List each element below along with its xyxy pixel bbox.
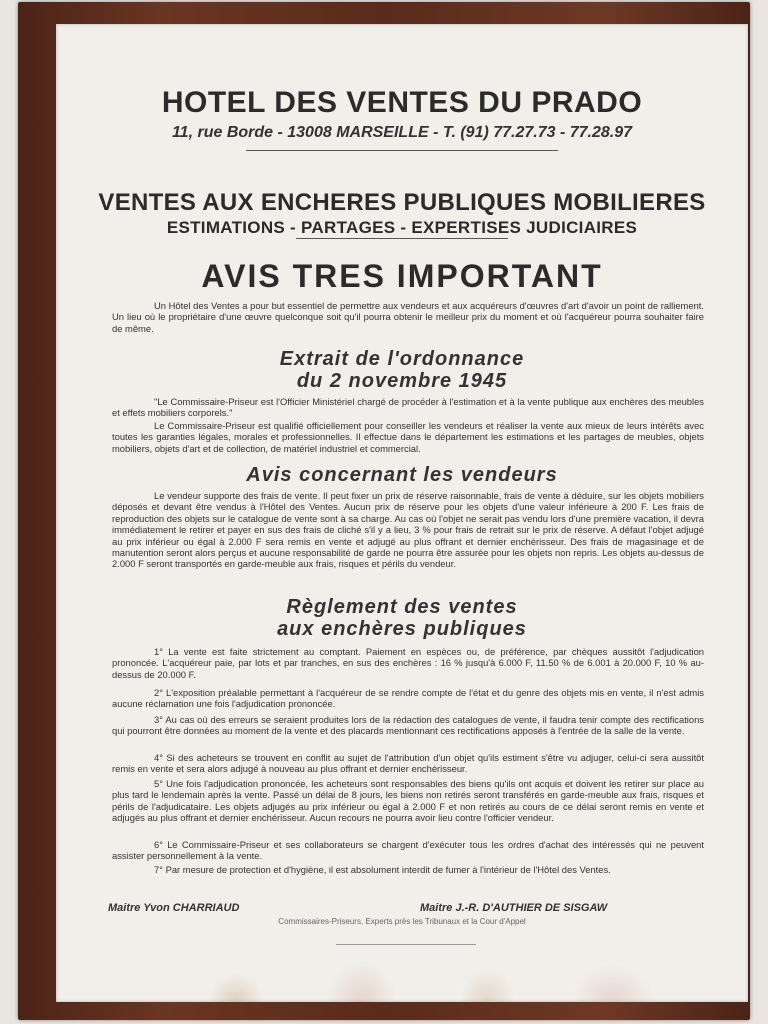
vendeurs-heading: Avis concernant les vendeurs [246, 464, 558, 486]
services-heading: ESTIMATIONS - PARTAGES - EXPERTISES JUDICIAIRES [166, 218, 638, 237]
reglement-heading-line2: aux enchères publiques [277, 618, 527, 640]
reglement-item-7: 7° Par mesure de protection et d'hygiène, il est absolument interdit de fumer à l'intérieur de l'Hôtel des Ventes. [154, 864, 611, 875]
avis-intro: Un Hôtel des Ventes a pour but essentiel de permettre aux vendeurs et aux acquéreurs d'œuvres d'art d'avoir un point de ralliement. Un lieu où le propriétaire d'une œuvre quelconque soit qu'il pourra obtenir le meilleur prix du moment et où l'acquéreur pourra souhaiter faire de même. [112, 300, 704, 334]
vendeurs-paragraph: Le vendeur supporte des frais de vente. Il peut fixer un prix de réserve raisonnable, frais de vente à déduire, sur les objets mobiliers déposés et devant être vendus à l'Hôtel des Ventes. Aucun prix de réserve pour les objets d'une valeur inférieure à 200 F. Les frais de reproduction des objets sur le catalogue de vente sont à sa charge. Au cas où l'objet ne serait pas vendu lors d'une première vacation, il devra immédiatement le retirer et payer en sus des frais de cliché s'il y a lieu, 3 % pour frais de retrait sur le prix de réserve. A défaut l'objet adjugé au prix inférieur ou égal à 2.000 F sera remis en vente et adjugé au plus offrant et dernier enchérisseur. Des frais de magasinage et de manutention seront alors perçus et aucune responsabilité de garde ne pourra être assurée pour les objets non repris. Les objets au-dessus de 2.000 F seront transportés en garde-meuble aux frais, risques et périls du vendeur. [112, 490, 704, 570]
poster-content [56, 24, 748, 1002]
extrait-heading-line2: du 2 novembre 1945 [296, 370, 508, 392]
footer-line [336, 944, 476, 945]
reglement-item-3: 3° Au cas où des erreurs se seraient produites lors de la rédaction des catalogues de vente, il faudra tenir compte des rectifications qui pourront être données au moment de la vente et des placards mentionnant ces rectifications apposés à l'entrée de la salle de la vente. [112, 714, 704, 737]
reglement-item-1: 1° La vente est faite strictement au comptant. Paiement en espèces ou, de préférence, par chèques aussitôt l'adjudication prononcée. L'acquéreur paie, par lots et par tranches, en sus des enchères : 16 % jusqu'à 6.000 F, 11.50 % de 6.001 à 20.000 F, 10 % au-dessus de 20.000 F. [112, 646, 704, 680]
reglement-item-5: 5° Une fois l'adjudication prononcée, les acheteurs sont responsables des biens qu'ils ont acquis et doivent les retirer sur place au plus tard le lendemain après la vente. Passé un délai de 8 jours, les biens non retirés seront transférés en garde-meuble aux frais, risques et périls de l'adjudicataire. Les objets adjugés au prix inférieur ou égal à 2.000 F et non retirés au cours de ce délai seront remis en vente et adjugés au plus offrant et dernier enchérisseur. Aucun recours ne pourra avoir lieu contre l'officier vendeur. [112, 778, 704, 824]
signature-left: Maitre Yvon CHARRIAUD [108, 902, 240, 914]
avis-heading: AVIS TRES IMPORTANT [201, 258, 603, 294]
hotel-title: HOTEL DES VENTES DU PRADO [161, 86, 643, 119]
divider-top [246, 150, 558, 151]
hotel-address: 11, rue Borde - 13008 MARSEILLE - T. (91) 77.27.73 - 77.28.97 [171, 124, 633, 141]
picture-frame [18, 2, 750, 1020]
signature-right: Maitre J.-R. D'AUTHIER DE SISGAW [420, 902, 608, 914]
reglement-item-2: 2° L'exposition préalable permettant à l'acquéreur de se rendre compte de l'état et du genre des objets mis en vente, il n'est admis aucune réclamation une fois l'adjudication prononcée. [112, 687, 704, 710]
ventes-heading: VENTES AUX ENCHERES PUBLIQUES MOBILIERES [98, 189, 706, 216]
reglement-item-6: 6° Le Commissaire-Priseur et ses collaborateurs se chargent d'exécuter tous les ordres d'achat des intéressés qui ne peuvent assister personnellement à la vente. [112, 839, 704, 862]
poster-paper [56, 24, 748, 1002]
divider-mid [296, 238, 508, 239]
reglement-heading-line1: Règlement des ventes [286, 596, 518, 618]
extrait-paragraph-2: Le Commissaire-Priseur est qualifié officiellement pour conseiller les vendeurs et réaliser la vente aux mieux de leurs intérêts avec toutes les garanties légales, morales et professionnelles. Il effectue dans le département les estimations et les partages de meubles, objets mobiliers, objets d'art et de collection, de matériel industriel et commercial. [112, 420, 704, 454]
extrait-heading-line1: Extrait de l'ordonnance [279, 348, 525, 370]
reglement-item-4: 4° Si des acheteurs se trouvent en conflit au sujet de l'attribution d'un objet qu'ils estiment s'être vu adjuger, celui-ci sera aussitôt remis en vente et sera alors adjugé à nouveau au plus offrant et dernier enchérisseur. [112, 752, 704, 775]
extrait-paragraph-1: "Le Commissaire-Priseur est l'Officier Ministériel chargé de procéder à l'estimation et à la vente publique aux enchères des meubles et effets mobiliers corporels." [112, 396, 704, 419]
signature-subtitle: Commissaires-Priseurs, Experts près les Tribunaux et la Cour d'Appel [278, 917, 526, 926]
